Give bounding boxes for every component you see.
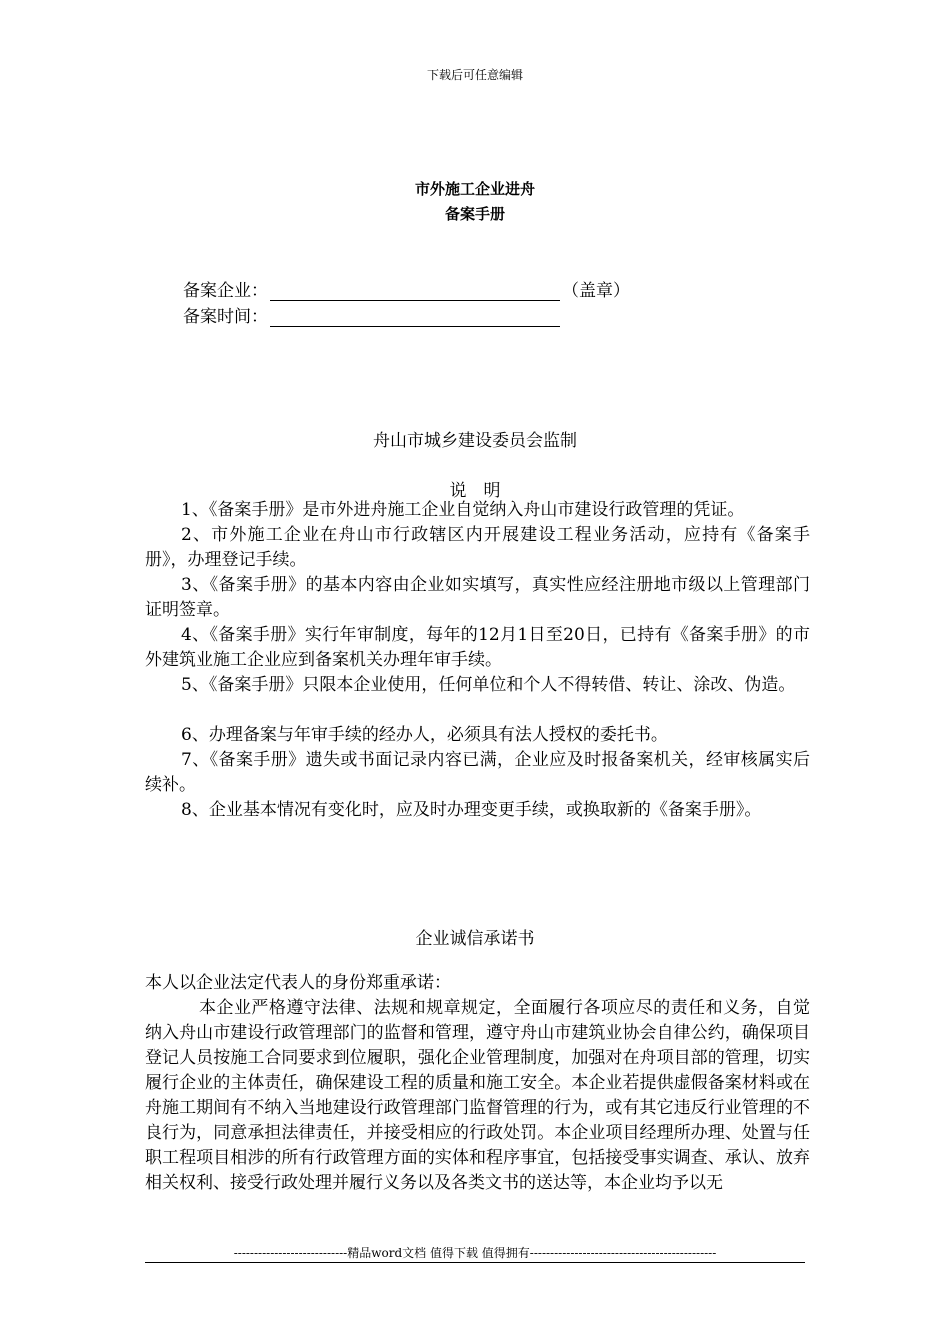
time-field-row [183, 302, 562, 327]
instruction-item: 5、《备案手册》只限本企业使用，任何单位和个人不得转借、转让、涂改、伪造。 [181, 675, 796, 695]
footer-rule [145, 1262, 805, 1263]
instruction-item: 3、《备案手册》的基本内容由企业如实填写，真实性应经注册地市级以上管理部门证明签章。 [145, 575, 810, 620]
instruction-item: 8、企业基本情况有变化时，应及时办理变更手续，或换取新的《备案手册》。 [181, 800, 762, 820]
pledge-intro: 本人以企业法定代表人的身份郑重承诺： [145, 973, 451, 993]
pledge-body: 本企业严格遵守法律、法规和规章规定，全面履行各项应尽的责任和义务，自觉纳入舟山市建设行政管理部门的监督和管理，遵守舟山市建筑业协会自律公约，确保项目登记人员按施工合同要求到位履职，强化企业管理制度，加强对在舟项目部的管理，切实履行企业的主体责任，确保建设工程的质量和施工安全。本企业若提供虚假备案材料或在舟施工期间有不纳入当地建设行政管理部门监督管理的行为，或有其它违反行业管理的不良行为，同意承担法律责任，并接受相应的行政处罚。本企业项目经理所办理、处置与任职工程项目相涉的所有行政管理方面的实体和程序事宜，包括接受事实调查、承认、放弃相关权利、接受行政处理并履行义务以及各类文书的送达等，本企业均予以无 [145, 998, 810, 1193]
page-title: 市外施工企业进舟 [414, 180, 535, 198]
instruction-item: 4、《备案手册》实行年审制度，每年的12月1日至20日，已持有《备案手册》的市外建筑业施工企业应到备案机关办理年审手续。 [145, 625, 810, 670]
company-blank-line[interactable] [270, 282, 560, 301]
instruction-item: 6、办理备案与年审手续的经办人，必须具有法人授权的委托书。 [181, 725, 668, 745]
company-field-row [183, 276, 630, 301]
instructions-heading: 说 明 [449, 481, 501, 501]
page-subtitle: 备案手册 [444, 205, 505, 223]
time-blank-line[interactable] [270, 308, 560, 327]
seal-note: （盖章） [562, 281, 630, 301]
instruction-item: 7、《备案手册》遗失或书面记录内容已满，企业应及时报备案机关，经审核属实后续补。 [145, 750, 810, 795]
instruction-item: 1、《备案手册》是市外进舟施工企业自觉纳入舟山市建设行政管理的凭证。 [181, 500, 745, 520]
pledge-heading: 企业诚信承诺书 [415, 929, 535, 949]
company-label: 备案企业： [183, 281, 268, 301]
time-label: 备案时间： [183, 307, 268, 327]
instruction-item: 2、市外施工企业在舟山市行政辖区内开展建设工程业务活动，应持有《备案手册》，办理登记手续。 [145, 525, 810, 570]
committee-line: 舟山市城乡建设委员会监制 [373, 431, 577, 451]
header-note: 下载后可任意编辑 [426, 68, 523, 82]
footer-banner: ----------------------------精品word文档 值得下载 值得拥有---------------------------------------------- [233, 1246, 717, 1260]
